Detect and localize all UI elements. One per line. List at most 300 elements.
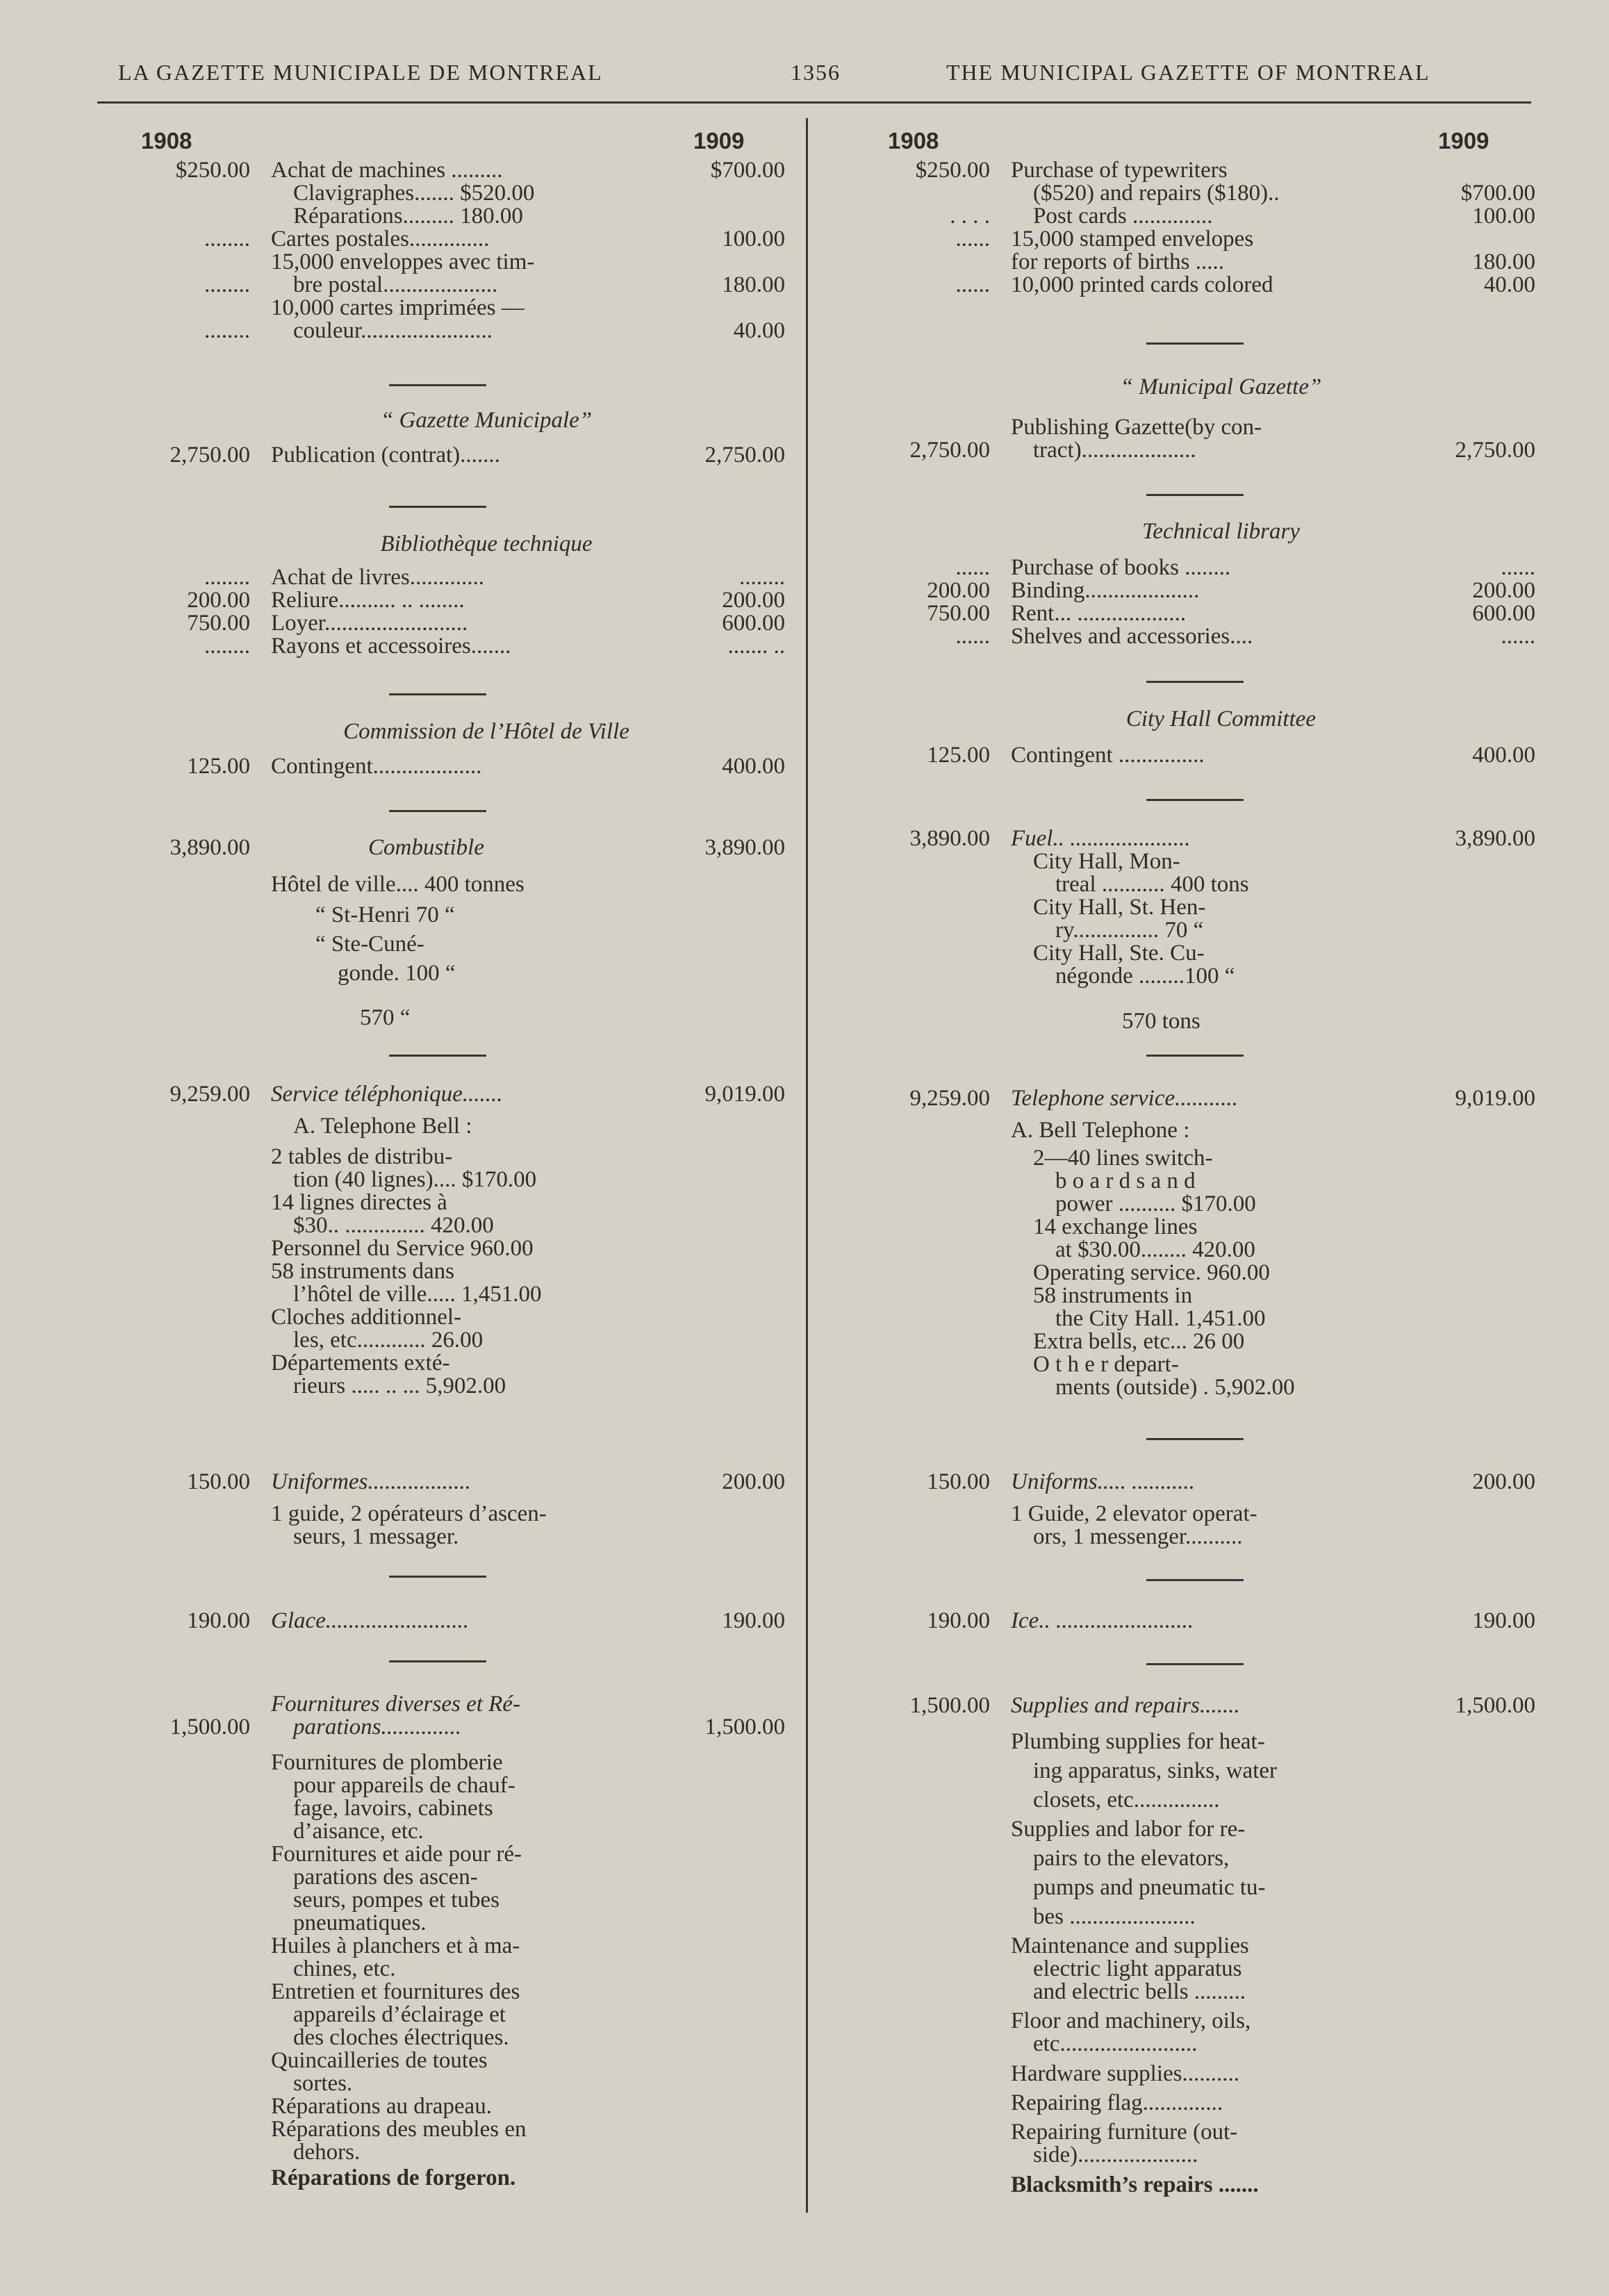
amount-1909: ...... — [1501, 624, 1535, 649]
ledger-row — [882, 1284, 1542, 1307]
item-description: Achat de machines ......... — [271, 158, 503, 183]
english-column — [882, 158, 1542, 2243]
amount-1908: 190.00 — [927, 1608, 990, 1633]
ledger-row — [132, 1006, 799, 1030]
item-description: $30.. .............. 420.00 — [293, 1213, 494, 1238]
item-description: seurs, 1 messager. — [293, 1524, 459, 1549]
section-separator — [1146, 1438, 1244, 1440]
item-description: Publication (contrat)....... — [271, 443, 500, 468]
item-description: 1 Guide, 2 elevator operat- — [1011, 1501, 1257, 1526]
ledger-row — [132, 2072, 799, 2095]
ledger-row — [132, 1237, 799, 1260]
ledger-row — [132, 158, 799, 182]
ledger-row — [882, 1934, 1542, 1958]
item-description: A. Telephone Bell : — [293, 1114, 472, 1139]
ledger-row — [132, 1191, 799, 1214]
ledger-row — [882, 2143, 1542, 2167]
amount-1908: 190.00 — [187, 1608, 250, 1633]
section-separator — [389, 1660, 486, 1662]
ledger-row — [882, 918, 1542, 942]
item-description: Supplies and repairs....... — [1011, 1693, 1240, 1718]
amount-1908: ........ — [204, 565, 250, 590]
item-description: Uniforms..... ........... — [1011, 1469, 1195, 1494]
ledger-row — [882, 1817, 1542, 1841]
amount-1908: 150.00 — [187, 1469, 250, 1494]
item-description: rieurs ..... .. ... 5,902.00 — [293, 1373, 506, 1398]
amount-1908: ........ — [204, 272, 250, 297]
item-description: Repairing furniture (out- — [1011, 2120, 1238, 2145]
amount-1909: 100.00 — [722, 226, 785, 251]
section-separator — [389, 810, 486, 812]
item-description: City Hall, Ste. Cu- — [1033, 941, 1205, 966]
ledger-row — [882, 273, 1542, 297]
ledger-row — [882, 1009, 1542, 1033]
item-description: O t h e r depart- — [1033, 1352, 1179, 1377]
ledger-row — [882, 1146, 1542, 1170]
item-description: electric light apparatus — [1033, 1956, 1242, 1981]
ledger-row — [132, 2140, 799, 2164]
item-description: Hardware supplies.......... — [1011, 2061, 1240, 2086]
ledger-row — [132, 634, 799, 658]
amount-1909: ...... — [1501, 555, 1535, 580]
item-description: Glace......................... — [271, 1608, 470, 1633]
ledger-row — [882, 1353, 1542, 1376]
ledger-row — [882, 2091, 1542, 2115]
ledger-row — [132, 227, 799, 251]
amount-1909: 200.00 — [1472, 578, 1535, 603]
item-description: A. Bell Telephone : — [1011, 1118, 1190, 1143]
section-heading: “ Municipal Gazette” — [1120, 374, 1322, 399]
amount-1909: 100.00 — [1472, 204, 1535, 229]
ledger-row — [882, 1876, 1542, 1899]
ledger-row — [882, 2173, 1542, 2197]
item-description: Clavigraphes....... $520.00 — [293, 181, 535, 206]
item-description: at $30.00........ 420.00 — [1055, 1237, 1255, 1262]
ledger-row — [132, 1470, 799, 1494]
ledger-row — [132, 1114, 799, 1138]
ledger-row — [132, 2117, 799, 2141]
ledger-row — [882, 625, 1542, 648]
item-description: Purchase of books ........ — [1011, 555, 1231, 580]
ledger-row — [132, 836, 799, 859]
ledger-row — [132, 588, 799, 612]
item-description: Huiles à planchers et à ma- — [271, 1933, 520, 1958]
amount-1908: 200.00 — [187, 588, 250, 613]
item-description: 58 instruments dans — [271, 1259, 454, 1284]
ledger-row — [132, 1502, 799, 1526]
ledger-row — [882, 873, 1542, 896]
item-description: Rent... ................... — [1011, 601, 1187, 626]
ledger-row — [882, 1261, 1542, 1285]
en-year-1909: 1909 — [1438, 128, 1490, 154]
amount-1908: 125.00 — [187, 754, 250, 779]
header-left: LA GAZETTE MUNICIPALE DE MONTREAL — [118, 60, 603, 85]
amount-1909: 600.00 — [722, 611, 785, 636]
ledger-row — [132, 1525, 799, 1548]
amount-1909: 200.00 — [1472, 1469, 1535, 1494]
section-separator — [1146, 799, 1244, 801]
item-description: Maintenance and supplies — [1011, 1933, 1249, 1958]
ledger-row — [882, 1525, 1542, 1548]
amount-1908: 2,750.00 — [909, 438, 990, 463]
ledger-row — [882, 2032, 1542, 2056]
amount-1909: 2,750.00 — [704, 443, 785, 468]
item-description: Blacksmith’s repairs ....... — [1011, 2172, 1259, 2197]
section-separator — [1146, 1663, 1244, 1665]
amount-1908: 750.00 — [187, 611, 250, 636]
ledger-row — [132, 181, 799, 205]
ledger-row — [882, 895, 1542, 919]
item-description: Achat de livres............. — [271, 565, 485, 590]
amount-1909: 40.00 — [733, 318, 785, 343]
ledger-row — [132, 1168, 799, 1191]
item-description: 58 instruments in — [1033, 1283, 1193, 1308]
ledger-row — [132, 1751, 799, 1774]
ledger-row — [882, 2062, 1542, 2086]
ledger-row — [882, 579, 1542, 602]
item-description: the City Hall. 1,451.00 — [1055, 1306, 1266, 1331]
ledger-row — [882, 1215, 1542, 1239]
item-description: Operating service. 960.00 — [1033, 1260, 1270, 1285]
item-description: Binding.................... — [1011, 578, 1200, 603]
item-description: Fuel.. ..................... — [1011, 826, 1191, 851]
page-number: 1356 — [791, 60, 841, 85]
item-description: Supplies and labor for re- — [1011, 1817, 1246, 1842]
item-description: Hôtel de ville.... 400 tonnes — [271, 872, 525, 897]
ledger-row — [132, 1305, 799, 1329]
item-description: tract).................... — [1033, 438, 1196, 463]
ledger-row — [132, 2166, 799, 2190]
ledger-row — [882, 1694, 1542, 1717]
ledger-row — [882, 964, 1542, 988]
amount-1908: ...... — [955, 555, 990, 580]
ledger-row — [132, 2026, 799, 2049]
item-description: Réparations des meubles en — [271, 2117, 527, 2142]
amount-1908: 1,500.00 — [170, 1715, 250, 1740]
item-description: 2 tables de distribu- — [271, 1144, 453, 1169]
amount-1909: 190.00 — [722, 1608, 785, 1633]
ledger-row — [132, 1797, 799, 1820]
ledger-row — [132, 2095, 799, 2118]
item-description: Service téléphonique....... — [271, 1082, 503, 1107]
amount-1909: ........ — [739, 565, 785, 590]
section-separator — [389, 693, 486, 695]
ledger-row — [132, 932, 799, 956]
item-description: Réparations de forgeron. — [271, 2165, 516, 2190]
item-description: des cloches électriques. — [293, 2025, 509, 2050]
ledger-row — [882, 1169, 1542, 1193]
item-description: City Hall, Mon- — [1033, 849, 1180, 874]
ledger-row — [882, 1238, 1542, 1262]
item-description: 570 tons — [1122, 1009, 1200, 1034]
ledger-row — [882, 850, 1542, 873]
ledger-row — [882, 1847, 1542, 1870]
item-description: ry............... 70 “ — [1055, 918, 1204, 943]
column-divider — [806, 118, 808, 2213]
item-description: l’hôtel de ville..... 1,451.00 — [293, 1282, 542, 1307]
item-description: ($520) and repairs ($180).. — [1033, 181, 1280, 206]
ledger-row — [882, 2009, 1542, 2033]
ledger-row — [882, 1118, 1542, 1142]
item-description: for reports of births ..... — [1011, 249, 1225, 274]
amount-1909: 40.00 — [1483, 272, 1535, 297]
ledger-row — [132, 1888, 799, 1912]
amount-1909: 3,890.00 — [704, 835, 785, 860]
item-description: Reliure.......... .. ........ — [271, 588, 465, 613]
ledger-row — [882, 1087, 1542, 1110]
amount-1909: 1,500.00 — [704, 1715, 785, 1740]
amount-1908: 2,750.00 — [170, 443, 250, 468]
ledger-row — [132, 1819, 799, 1843]
ledger-row — [132, 1260, 799, 1283]
amount-1908: ...... — [955, 272, 990, 297]
item-description: pneumatiques. — [293, 1910, 427, 1935]
item-description: Contingent ............... — [1011, 743, 1205, 768]
ledger-row — [132, 611, 799, 635]
amount-1908: 9,259.00 — [170, 1082, 250, 1107]
item-description: ors, 1 messenger.......... — [1033, 1524, 1243, 1549]
item-description: closets, etc............... — [1033, 1787, 1220, 1812]
ledger-row — [882, 1980, 1542, 2004]
amount-1909: 1,500.00 — [1455, 1693, 1535, 1718]
ledger-row — [882, 1307, 1542, 1330]
item-description: 15,000 enveloppes avec tim- — [271, 249, 535, 274]
ledger-row — [882, 227, 1542, 251]
ledger-row — [882, 2120, 1542, 2144]
item-description: 2—40 lines switch- — [1033, 1146, 1213, 1171]
item-description: parations.............. — [293, 1715, 462, 1740]
ledger-row — [882, 181, 1542, 205]
section-separator — [1146, 1055, 1244, 1057]
item-description: Fournitures et aide pour ré- — [271, 1842, 522, 1867]
ledger-row — [882, 158, 1542, 182]
amount-1908: 125.00 — [927, 743, 990, 768]
item-description: Entretien et fournitures des — [271, 1979, 520, 2004]
amount-1908: $250.00 — [175, 158, 250, 183]
item-description: 1 guide, 2 opérateurs d’ascen- — [271, 1501, 547, 1526]
section-separator — [1146, 681, 1244, 683]
amount-1909: 600.00 — [1472, 601, 1535, 626]
item-description: les, etc............ 26.00 — [293, 1328, 484, 1353]
item-description: chines, etc. — [293, 1956, 396, 1981]
ledger-row — [132, 204, 799, 228]
ledger-row — [132, 1609, 799, 1633]
amount-1909: 3,890.00 — [1455, 826, 1535, 851]
item-description: ments (outside) . 5,902.00 — [1055, 1375, 1295, 1400]
item-description: d’aisance, etc. — [293, 1819, 424, 1844]
item-description: négonde ........100 “ — [1055, 964, 1235, 989]
item-description: parations des ascen- — [293, 1865, 478, 1890]
ledger-row — [882, 556, 1542, 579]
item-description: Telephone service........... — [1011, 1086, 1238, 1111]
en-year-1908: 1908 — [888, 128, 939, 154]
item-description: “ St-Henri 70 “ — [315, 902, 455, 927]
item-description: Réparations au drapeau. — [271, 2094, 492, 2119]
ledger-row — [132, 1351, 799, 1375]
item-description: ing apparatus, sinks, water — [1033, 1758, 1277, 1783]
item-description: pairs to the elevators, — [1033, 1846, 1230, 1871]
item-description: 10,000 printed cards colored — [1011, 272, 1273, 297]
ledger-row — [882, 1730, 1542, 1753]
section-separator — [389, 1576, 486, 1578]
ledger-row — [132, 2003, 799, 2026]
item-description: Uniformes.................. — [271, 1469, 471, 1494]
amount-1909: 180.00 — [1472, 249, 1535, 274]
section-heading: Commission de l’Hôtel de Ville — [343, 719, 629, 744]
item-description: Ice.. ........................ — [1011, 1608, 1194, 1633]
item-description: Fournitures diverses et Ré- — [271, 1692, 520, 1717]
amount-1908: 150.00 — [927, 1469, 990, 1494]
section-separator — [389, 506, 486, 508]
item-description: appareils d’éclairage et — [293, 2002, 506, 2027]
amount-1908: $250.00 — [915, 158, 990, 183]
ledger-row — [882, 1502, 1542, 1526]
ledger-row — [132, 1911, 799, 1935]
ledger-row — [132, 250, 799, 274]
ledger-row — [132, 1980, 799, 2004]
item-description: Purchase of typewriters — [1011, 158, 1228, 183]
item-description: gonde. 100 “ — [338, 961, 456, 986]
ledger-row — [132, 273, 799, 297]
fr-year-1909: 1909 — [693, 128, 745, 154]
item-description: Réparations......... 180.00 — [293, 204, 523, 229]
amount-1909: 2,750.00 — [1455, 438, 1535, 463]
section-heading: Bibliothèque technique — [380, 531, 593, 556]
ledger-row — [882, 1330, 1542, 1353]
item-description: pour appareils de chauf- — [293, 1773, 515, 1798]
amount-1908: 200.00 — [927, 578, 990, 603]
ledger-row — [882, 204, 1542, 228]
item-description: Repairing flag.............. — [1011, 2090, 1223, 2115]
item-description: 15,000 stamped envelopes — [1011, 226, 1254, 251]
item-description: sortes. — [293, 2071, 353, 2096]
item-description: “ Ste-Cuné- — [315, 932, 424, 957]
amount-1908: 3,890.00 — [909, 826, 990, 851]
item-description: 14 lignes directes à — [271, 1190, 447, 1215]
item-description: side)..................... — [1033, 2142, 1198, 2167]
section-heading: “ Gazette Municipale” — [380, 408, 593, 433]
ledger-row — [882, 438, 1542, 462]
item-description: and electric bells ......... — [1033, 1979, 1246, 2004]
ledger-row — [882, 1376, 1542, 1399]
ledger-row — [882, 827, 1542, 850]
ledger-row — [132, 754, 799, 778]
ledger-row — [132, 1374, 799, 1398]
amount-1909: 180.00 — [722, 272, 785, 297]
ledger-row — [132, 903, 799, 927]
ledger-row — [882, 1470, 1542, 1494]
ledger-row — [132, 1865, 799, 1889]
amount-1909: 200.00 — [722, 588, 785, 613]
ledger-row — [132, 1934, 799, 1958]
item-description: 10,000 cartes imprimées — — [271, 295, 525, 320]
section-separator — [1146, 342, 1244, 345]
amount-1909: ....... .. — [727, 634, 785, 659]
item-description: Publishing Gazette(by con- — [1011, 415, 1262, 440]
amount-1908: ........ — [204, 634, 250, 659]
item-description: bre postal.................... — [293, 272, 498, 297]
item-description: dehors. — [293, 2140, 361, 2165]
ledger-row — [132, 1692, 799, 1716]
amount-1908: ...... — [955, 624, 990, 649]
section-heading: City Hall Committee — [1125, 707, 1317, 732]
section-separator — [1146, 1579, 1244, 1581]
ledger-row — [882, 1957, 1542, 1981]
item-description: Plumbing supplies for heat- — [1011, 1729, 1265, 1754]
item-description: 14 exchange lines — [1033, 1214, 1198, 1239]
section-separator — [389, 1055, 486, 1057]
item-description: seurs, pompes et tubes — [293, 1888, 500, 1913]
item-description: City Hall, St. Hen- — [1033, 895, 1206, 920]
ledger-row — [882, 1759, 1542, 1783]
ledger-row — [132, 1282, 799, 1306]
ledger-row — [882, 1905, 1542, 1929]
section-heading: Technical library — [1141, 519, 1301, 544]
ledger-row — [132, 2049, 799, 2072]
amount-1908: ........ — [204, 226, 250, 251]
amount-1909: 400.00 — [722, 754, 785, 779]
item-description: Shelves and accessories.... — [1011, 624, 1253, 649]
amount-1908: . . . . — [950, 204, 990, 229]
ledger-row — [132, 1715, 799, 1739]
item-description: Fournitures de plomberie — [271, 1750, 503, 1775]
item-description: Extra bells, etc... 26 00 — [1033, 1329, 1245, 1354]
item-description: Quincailleries de toutes — [271, 2048, 488, 2073]
ledger-row — [882, 743, 1542, 767]
amount-1909: $700.00 — [1460, 181, 1535, 206]
item-description: tion (40 lignes).... $170.00 — [293, 1167, 537, 1192]
ledger-row — [132, 319, 799, 342]
section-separator — [1146, 494, 1244, 496]
ledger-row — [132, 1774, 799, 1797]
header-rule — [97, 101, 1531, 104]
ledger-row — [132, 873, 799, 896]
item-description: Personnel du Service 960.00 — [271, 1236, 534, 1261]
item-description: Post cards .............. — [1033, 204, 1213, 229]
ledger-row — [132, 443, 799, 467]
ledger-row — [132, 1957, 799, 1981]
amount-1909: 9,019.00 — [1455, 1086, 1535, 1111]
item-description: bes ...................... — [1033, 1904, 1196, 1929]
item-description: 570 “ — [360, 1005, 411, 1030]
amount-1909: $700.00 — [710, 158, 785, 183]
ledger-row — [882, 1192, 1542, 1216]
ledger-row — [882, 250, 1542, 274]
ledger-row — [132, 565, 799, 589]
amount-1908: ...... — [955, 226, 990, 251]
french-column — [132, 158, 799, 2243]
amount-1908: 1,500.00 — [909, 1693, 990, 1718]
ledger-row — [132, 1842, 799, 1866]
item-description: Loyer......................... — [271, 611, 468, 636]
header-right: THE MUNICIPAL GAZETTE OF MONTREAL — [946, 60, 1430, 85]
item-description: fage, lavoirs, cabinets — [293, 1796, 493, 1821]
amount-1909: 200.00 — [722, 1469, 785, 1494]
item-description: couleur....................... — [293, 318, 493, 343]
ledger-row — [132, 1082, 799, 1106]
section-separator — [389, 384, 486, 386]
item-description: Cartes postales.............. — [271, 226, 490, 251]
amount-1909: 9,019.00 — [704, 1082, 785, 1107]
item-description: Contingent................... — [271, 754, 482, 779]
ledger-row — [882, 415, 1542, 439]
fr-year-1908: 1908 — [141, 128, 192, 154]
ledger-row — [132, 1145, 799, 1168]
ledger-row — [882, 1788, 1542, 1812]
ledger-row — [132, 961, 799, 985]
item-description: etc........................ — [1033, 2031, 1198, 2056]
amount-1908: 9,259.00 — [909, 1086, 990, 1111]
